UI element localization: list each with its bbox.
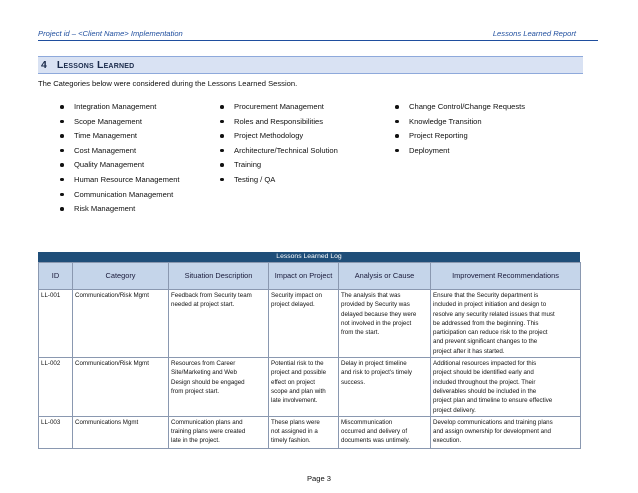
category-item: Project Methodology: [218, 129, 338, 144]
cell-impact: Potential risk to the project and possible effect on project scope and plan with late involvement.: [269, 358, 339, 417]
cell-analysis: Miscommunication occurred and delivery of documents was untimely.: [339, 416, 431, 448]
category-item: Project Reporting: [393, 129, 525, 144]
section-title: Lessons Learned: [56, 59, 135, 71]
cell-recommendation: Ensure that the Security department is included in project initiation and design to resolve any security related issues that must be addressed from the beginning. This participation can reduce risk to the project and prevent significant changes to the project after it has started.: [431, 290, 581, 358]
column-header: Impact on Project: [269, 263, 339, 290]
category-list-col1: [58, 100, 180, 217]
cell-id: LL-001: [39, 290, 73, 358]
header-report-title: Lessons Learned Report: [492, 29, 576, 38]
lessons-learned-table: [38, 262, 581, 449]
category-item: Time Management: [58, 129, 180, 144]
cell-id: LL-003: [39, 416, 73, 448]
page-header: [38, 29, 598, 41]
category-item: Scope Management: [58, 115, 180, 130]
table-row: [39, 358, 581, 417]
column-header: ID: [39, 263, 73, 290]
category-item: Procurement Management: [218, 100, 338, 115]
cell-situation: Resources from Career Site/Marketing and Web Design should be engaged from project start.: [169, 358, 269, 417]
category-item: Integration Management: [58, 100, 180, 115]
cell-situation: Feedback from Security team needed at project start.: [169, 290, 269, 358]
category-item: Testing / QA: [218, 173, 338, 188]
section-number: 4: [41, 59, 47, 71]
cell-impact: Security impact on project delayed.: [269, 290, 339, 358]
category-item: Human Resource Management: [58, 173, 180, 188]
column-header: Situation Description: [169, 263, 269, 290]
category-item: Quality Management: [58, 158, 180, 173]
table-row: [39, 416, 581, 448]
cell-recommendation: Additional resources impacted for this project should be identified early and included throughout the project. Their deliverables should be included in the project plan and timeline to ensure effective project delivery.: [431, 358, 581, 417]
category-item: Change Control/Change Requests: [393, 100, 525, 115]
cell-recommendation: Develop communications and training plans and assign ownership for development and execution.: [431, 416, 581, 448]
category-item: Risk Management: [58, 202, 180, 217]
cell-situation: Communication plans and training plans were created late in the project.: [169, 416, 269, 448]
category-item: Roles and Responsibilities: [218, 115, 338, 130]
cell-category: Communication/Risk Mgmt: [73, 358, 169, 417]
category-list-col3: [393, 100, 525, 158]
cell-analysis: The analysis that was provided by Security was delayed because they were not involved in the project from the start.: [339, 290, 431, 358]
category-item: Deployment: [393, 144, 525, 159]
category-list-col2: [218, 100, 338, 188]
log-title: Lessons Learned Log: [38, 252, 580, 262]
cell-id: LL-002: [39, 358, 73, 417]
cell-category: Communications Mgmt: [73, 416, 169, 448]
page-number: Page 3: [306, 474, 332, 483]
section-heading: [38, 56, 583, 74]
header-project-title: Project id – <Client Name> Implementation: [38, 29, 183, 38]
column-header: Improvement Recommendations: [431, 263, 581, 290]
category-item: Training: [218, 158, 338, 173]
column-header: Category: [73, 263, 169, 290]
table-header-row: [39, 263, 581, 290]
intro-text: The Categories below were considered during the Lessons Learned Session.: [38, 79, 298, 88]
table-row: [39, 290, 581, 358]
cell-category: Communication/Risk Mgmt: [73, 290, 169, 358]
category-item: Communication Management: [58, 188, 180, 203]
column-header: Analysis or Cause: [339, 263, 431, 290]
category-item: Knowledge Transition: [393, 115, 525, 130]
category-item: Architecture/Technical Solution: [218, 144, 338, 159]
cell-impact: These plans were not assigned in a timely fashion.: [269, 416, 339, 448]
cell-analysis: Delay in project timeline and risk to project's timely success.: [339, 358, 431, 417]
category-item: Cost Management: [58, 144, 180, 159]
